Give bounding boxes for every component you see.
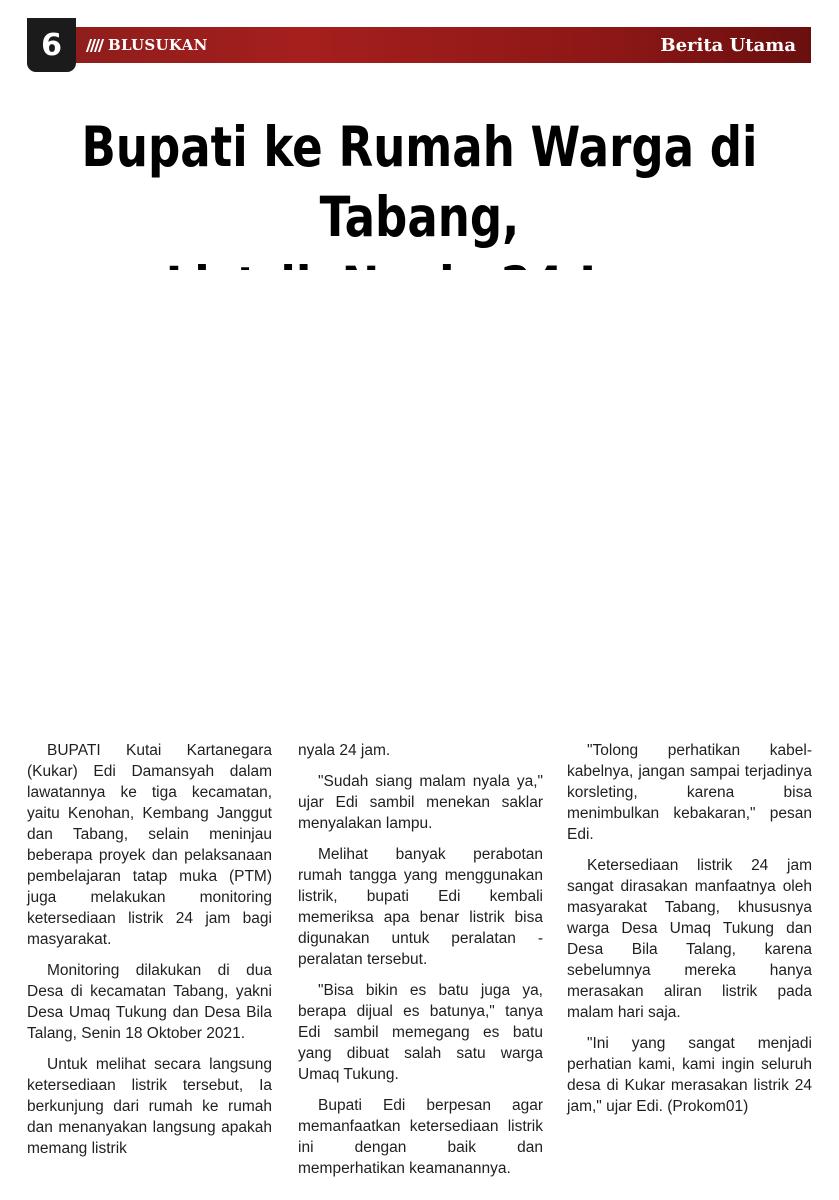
paragraph: Bupati Edi berpesan agar memanfaatkan ketersediaan listrik ini dengan baik dan memperhatikan keamanannya. — [298, 1097, 543, 1177]
category-label: Berita Utama — [660, 34, 796, 56]
headline-line-1: Bupati ke Rumah Warga di Tabang, — [81, 115, 758, 249]
section-label — [88, 27, 208, 63]
article-column-3 — [567, 740, 812, 1127]
stripes-icon — [86, 39, 104, 52]
photo-area — [28, 270, 811, 725]
paragraph: Untuk melihat secara langsung ketersediaan listrik tersebut, Ia berkunjung dari rumah ke rumah dan menanyakan langsung apakah memang listrik — [27, 1056, 272, 1157]
paragraph: "Sudah siang malam nyala ya," ujar Edi sambil menekan saklar menyalakan lampu. — [298, 773, 543, 832]
paragraph: "Tolong perhatikan kabel-kabelnya, jangan sampai terjadinya korsleting, karena bisa menimbulkan kebakaran," pesan Edi. — [567, 742, 812, 843]
page-number: 6 — [27, 18, 76, 72]
paragraph: nyala 24 jam. — [298, 742, 391, 759]
article-column-1 — [27, 740, 272, 1169]
paragraph: BUPATI Kutai Kartanegara (Kukar) Edi Damansyah dalam lawatannya ke tiga kecamatan, yaitu Kenohan, Kembang Janggut dan Tabang, selain meninjau beberapa proyek dan pelaksanaan pembelajaran tatap muka (PTM) juga melakukan monitoring ketersediaan listrik 24 jam bagi masyarakat. — [27, 742, 272, 948]
section-label-text: BLUSUKAN — [108, 36, 208, 54]
paragraph: Melihat banyak perabotan rumah tangga yang menggunakan listrik, bupati Edi kembali memeriksa apa benar listrik bisa digunakan untuk peralatan - peralatan tersebut. — [298, 846, 543, 968]
paragraph: "Bisa bikin es batu juga ya, berapa dijual es batunya," tanya Edi sambil memegang es batu yang dibuat salah satu warga Umaq Tukung. — [298, 982, 543, 1083]
article-column-2 — [298, 740, 543, 1189]
paragraph: Monitoring dilakukan di dua Desa di kecamatan Tabang, yakni Desa Umaq Tukung dan Desa Bila Talang, Senin 18 Oktober 2021. — [27, 962, 272, 1042]
paragraph: Ketersediaan listrik 24 jam sangat dirasakan manfaatnya oleh masyarakat Tabang, khususnya warga Desa Umaq Tukung dan Desa Bila Talang, karena sebelumnya mereka hanya merasakan aliran listrik pada malam hari saja. — [567, 857, 812, 1021]
paragraph: "Ini yang sangat menjadi perhatian kami, kami ingin seluruh desa di Kukar merasakan listrik 24 jam," ujar Edi. (Prokom01) — [567, 1035, 812, 1115]
